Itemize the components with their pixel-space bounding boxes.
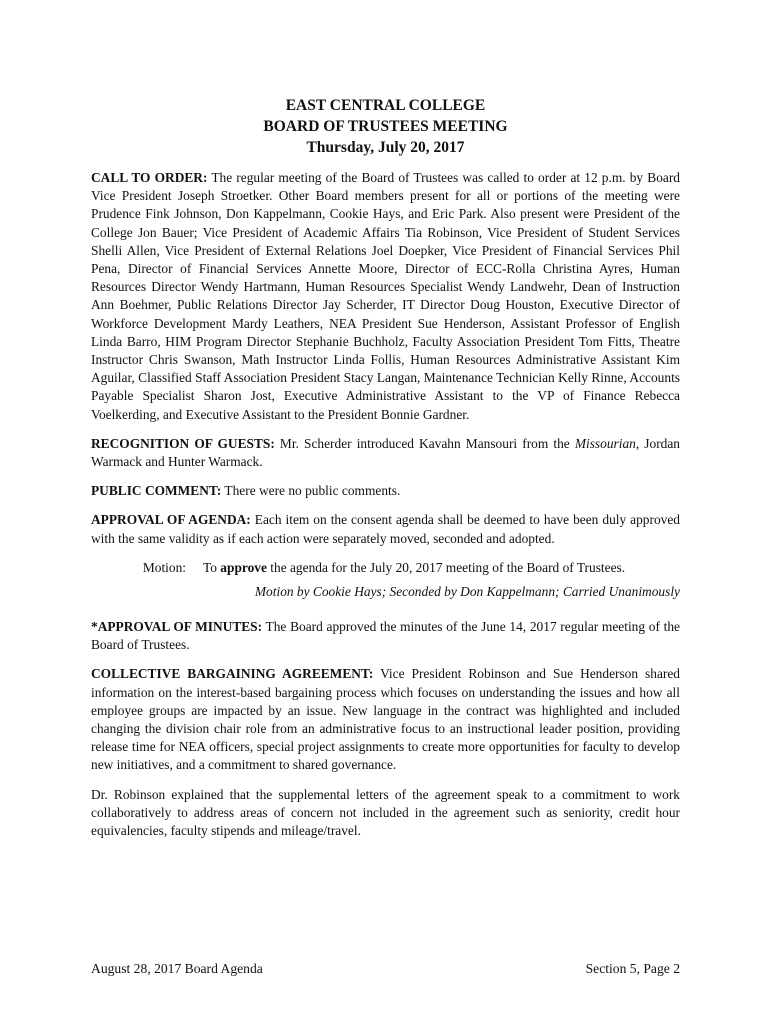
motion-post: the agenda for the July 20, 2017 meeting of the Board of Trustees.: [266, 559, 626, 575]
motion-pre: To: [203, 559, 221, 575]
recognition-publication: Missourian: [574, 435, 636, 451]
collective-bargaining-followup: Dr. Robinson explained that the supplemental letters of the agreement speak to a commitment to work collaboratively to address areas of concern not included in the agreement such as seniority, credit hour equivalencies, faculty stipends and mileage/travel.: [91, 786, 680, 839]
meeting-date: Thursday, July 20, 2017: [306, 139, 465, 156]
meeting-title: BOARD OF TRUSTEES MEETING: [263, 118, 508, 135]
recognition-text-before: Mr. Scherder introduced Kavahn Mansouri from the: [274, 435, 575, 451]
approval-minutes-text: The Board approved the minutes of the June 14, 2017 regular meeting of the Board of Trustees.: [91, 619, 680, 653]
college-name: EAST CENTRAL COLLEGE: [285, 97, 486, 114]
motion-by: Motion by Cookie Hays; Seconded by Don Kappelmann; Carried Unanimously: [254, 584, 680, 600]
collective-bargaining-text: Vice President Robinson and Sue Henderson shared information on the interest-based bargaining process which focuses on understanding the issues and how all employee groups are impacted by an issue. New language in the contract was highlighted and included changing the division chair role from an administrative focus to an instructional leader position, providing release time for NEA officers, special project assignments to create more opportunities for faculty to develop new initiatives, and a commitment to shared governance.: [91, 666, 681, 773]
collective-bargaining-heading: COLLECTIVE BARGAINING AGREEMENT:: [91, 666, 374, 682]
approval-agenda-heading: APPROVAL OF AGENDA:: [91, 512, 251, 528]
approval-agenda-text: Each item on the consent agenda shall be deemed to have been duly approved with the same validity as if each action were separately moved, seconded and adopted.: [91, 512, 680, 546]
document-page: [91, 95, 680, 851]
approval-agenda-section: [91, 511, 680, 547]
approval-minutes-section: [91, 618, 680, 654]
collective-bargaining-section: [91, 665, 680, 774]
call-to-order-text: The regular meeting of the Board of Trustees was called to order at 12 p.m. by Board Vice President Joseph Stroetker. Other Board members present for all or portions of the meeting were Prudence Fink Johnson, Don Kappelmann, Cookie Hays, and Eric Park. Also present were President of the College Jon Bauer; Vice President of Academic Affairs Tia Robinson, Vice President of Student Services Shelli Allen, Vice President of External Relations Joel Doepker, Vice President of Financial Services Phil Pena, Director of Financial Services Annette Moore, Director of ECC-Rolla Christina Ayres, Human Resources Director Wendy Hartmann, Human Resources Specialist Wendy Landwehr, Dean of Instruction Ann Boehmer, Public Relations Director Jay Scherder, IT Director Doug Houston, Executive Director of Workforce Development Mardy Leathers, NEA President Sue Henderson, Assistant Professor of English Linda Barro, HIM Program Director Stephanie Buchholz, Faculty Association President Tom Fitts, Theatre Instructor Chris Swanson, Math Instructor Linda Follis, Human Resources Administrative Assistant Kim Aguilar, Classified Staff Association President Stacy Langan, Maintenance Technician Kelly Rinne, Accounts Payable Specialist Sharon Jost, Executive Administrative Assistant to the VP of Finance Rebecca Voelkerding, and Executive Assistant to the President Bonnie Gardner.: [91, 170, 680, 422]
call-to-order-section: [91, 169, 680, 424]
call-to-order-heading: CALL TO ORDER:: [91, 170, 208, 185]
approval-minutes-heading: *APPROVAL OF MINUTES:: [91, 619, 263, 635]
footer-page-number: Section 5, Page 2: [585, 961, 680, 976]
public-comment-section: [91, 482, 680, 500]
recognition-heading: RECOGNITION OF GUESTS:: [91, 435, 275, 451]
motion-action: approve: [220, 559, 267, 575]
motion-row: [91, 559, 680, 577]
page-footer: [91, 960, 680, 978]
public-comment-heading: PUBLIC COMMENT:: [91, 483, 222, 499]
motion-text: [203, 559, 680, 577]
public-comment-text: There were no public comments.: [221, 483, 401, 499]
motion-label: Motion:: [142, 559, 186, 575]
recognition-text-after: , Jordan Warmack and Hunter Warmack.: [91, 435, 680, 470]
footer-agenda-date: August 28, 2017 Board Agenda: [91, 961, 263, 976]
recognition-section: [91, 435, 680, 471]
document-header: [91, 95, 680, 158]
